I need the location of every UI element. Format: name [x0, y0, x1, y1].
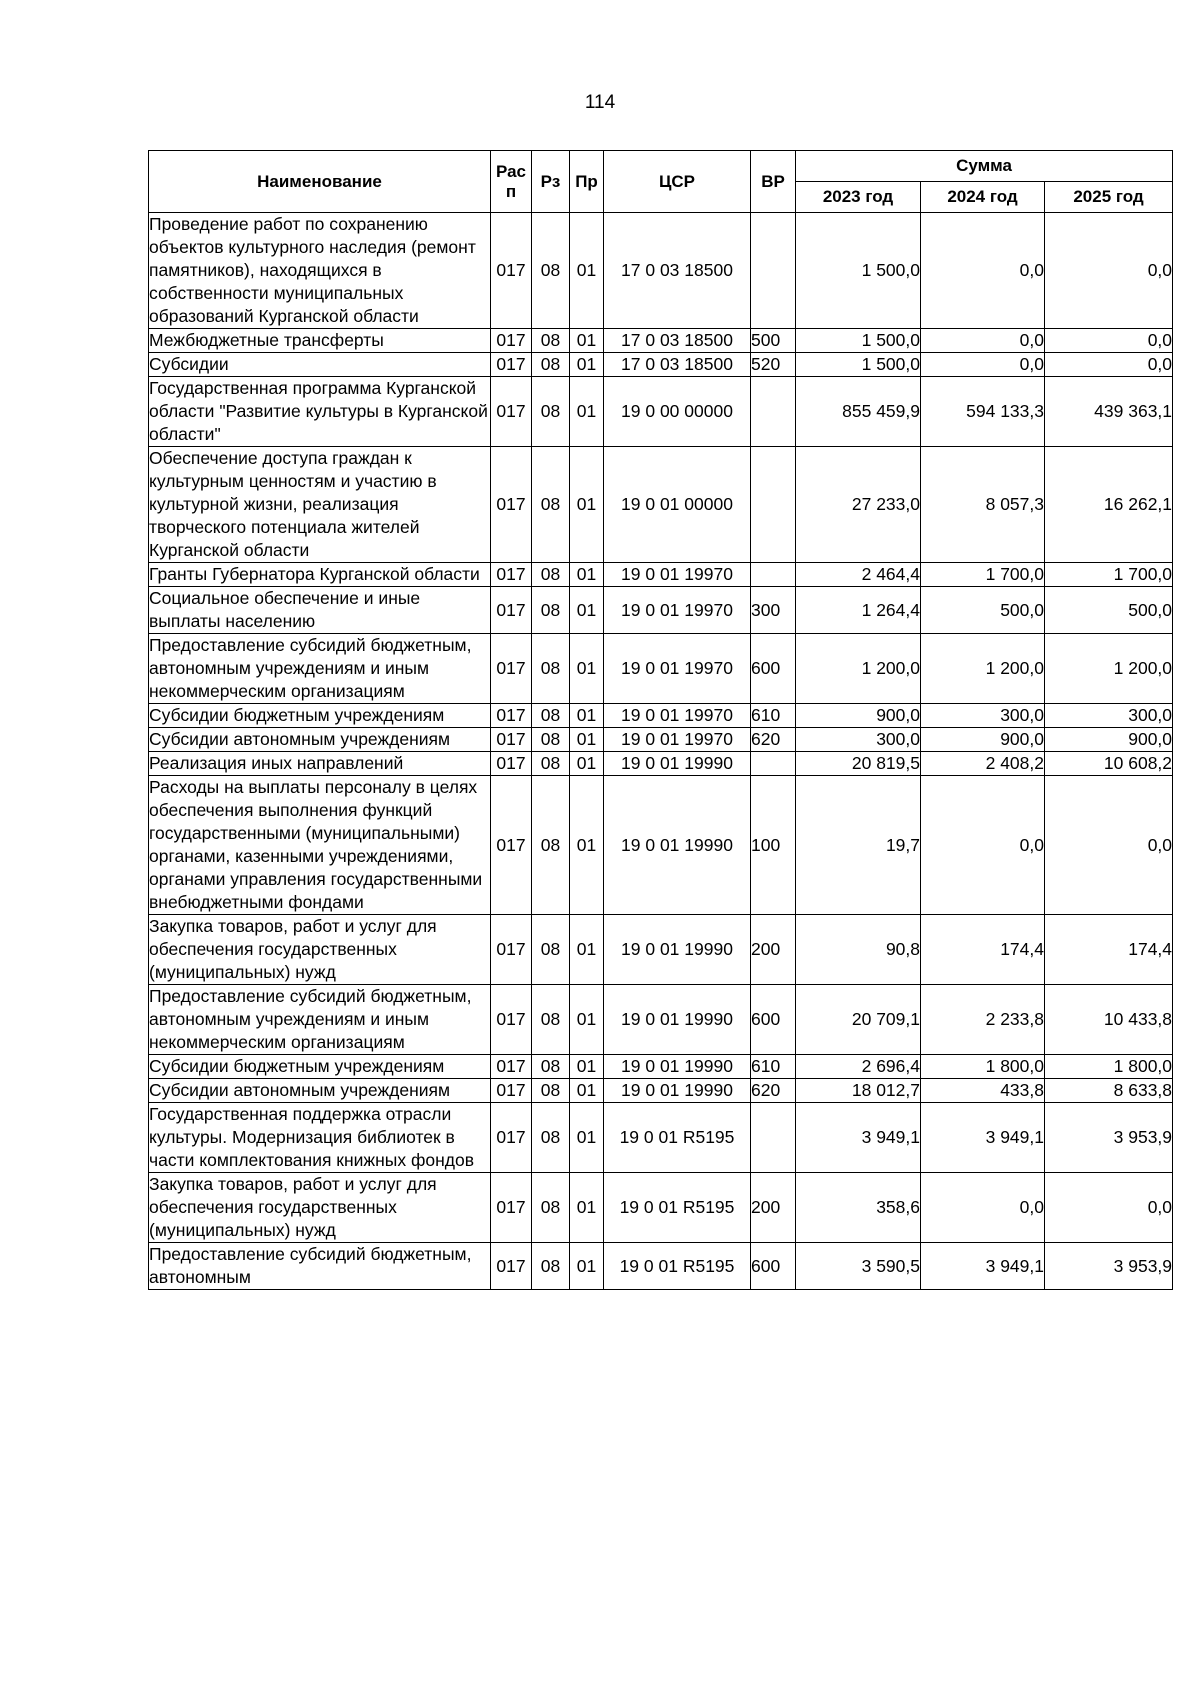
- cell-pr: 01: [570, 1103, 604, 1173]
- cell-pr: 01: [570, 447, 604, 563]
- cell-vr: 600: [751, 634, 796, 704]
- table-row: [149, 728, 1173, 752]
- cell-vr: 600: [751, 985, 796, 1055]
- cell-name: Предоставление субсидий бюджетным, автономным учреждениям и иным некоммерческим организациям: [149, 985, 491, 1055]
- header-year-2024: 2024 год: [921, 182, 1045, 213]
- cell-rasp: 017: [491, 353, 532, 377]
- cell-sum-2025: 0,0: [1045, 1173, 1173, 1243]
- table-row: [149, 213, 1173, 329]
- cell-name: Предоставление субсидий бюджетным, автономным учреждениям и иным некоммерческим организациям: [149, 634, 491, 704]
- cell-vr: [751, 563, 796, 587]
- cell-name: Субсидии бюджетным учреждениям: [149, 1055, 491, 1079]
- cell-sum-2023: 90,8: [796, 915, 921, 985]
- cell-sum-2023: 1 264,4: [796, 587, 921, 634]
- cell-sum-2024: 2 408,2: [921, 752, 1045, 776]
- cell-sum-2025: 900,0: [1045, 728, 1173, 752]
- table-row: [149, 985, 1173, 1055]
- cell-sum-2025: 0,0: [1045, 213, 1173, 329]
- cell-sum-2025: 16 262,1: [1045, 447, 1173, 563]
- cell-pr: 01: [570, 915, 604, 985]
- cell-rasp: 017: [491, 704, 532, 728]
- cell-rasp: 017: [491, 634, 532, 704]
- cell-name: Предоставление субсидий бюджетным, автономным: [149, 1243, 491, 1290]
- table-row: [149, 634, 1173, 704]
- cell-csr: 17 0 03 18500: [604, 353, 751, 377]
- cell-rz: 08: [532, 1055, 570, 1079]
- cell-name: Обеспечение доступа граждан к культурным ценностям и участию в культурной жизни, реализация творческого потенциала жителей Курганской области: [149, 447, 491, 563]
- cell-rz: 08: [532, 752, 570, 776]
- cell-sum-2025: 1 800,0: [1045, 1055, 1173, 1079]
- cell-rz: 08: [532, 985, 570, 1055]
- cell-rasp: 017: [491, 213, 532, 329]
- cell-sum-2024: 1 800,0: [921, 1055, 1045, 1079]
- cell-sum-2023: 2 696,4: [796, 1055, 921, 1079]
- cell-rasp: 017: [491, 752, 532, 776]
- cell-sum-2023: 1 500,0: [796, 353, 921, 377]
- table-row: [149, 353, 1173, 377]
- cell-sum-2025: 10 608,2: [1045, 752, 1173, 776]
- cell-vr: 600: [751, 1243, 796, 1290]
- cell-rz: 08: [532, 704, 570, 728]
- cell-csr: 19 0 01 19990: [604, 1055, 751, 1079]
- header-rz: Рз: [532, 151, 570, 213]
- cell-vr: [751, 213, 796, 329]
- cell-name: Субсидии автономным учреждениям: [149, 1079, 491, 1103]
- cell-vr: 620: [751, 1079, 796, 1103]
- cell-sum-2025: 0,0: [1045, 776, 1173, 915]
- cell-vr: 300: [751, 587, 796, 634]
- cell-name: Субсидии автономным учреждениям: [149, 728, 491, 752]
- header-year-2025: 2025 год: [1045, 182, 1173, 213]
- cell-vr: 200: [751, 915, 796, 985]
- cell-csr: 19 0 01 00000: [604, 447, 751, 563]
- cell-name: Государственная поддержка отрасли культуры. Модернизация библиотек в части комплектования книжных фондов: [149, 1103, 491, 1173]
- cell-sum-2023: 2 464,4: [796, 563, 921, 587]
- cell-csr: 19 0 01 19970: [604, 728, 751, 752]
- cell-csr: 19 0 01 19990: [604, 752, 751, 776]
- cell-pr: 01: [570, 704, 604, 728]
- cell-name: Социальное обеспечение и иные выплаты населению: [149, 587, 491, 634]
- cell-csr: 19 0 01 R5195: [604, 1103, 751, 1173]
- table-row: [149, 1103, 1173, 1173]
- cell-sum-2023: 358,6: [796, 1173, 921, 1243]
- cell-rz: 08: [532, 563, 570, 587]
- cell-vr: 200: [751, 1173, 796, 1243]
- cell-name: Проведение работ по сохранению объектов культурного наследия (ремонт памятников), находящихся в собственности муниципальных образований Курганской области: [149, 213, 491, 329]
- cell-sum-2025: 174,4: [1045, 915, 1173, 985]
- cell-sum-2024: 1 200,0: [921, 634, 1045, 704]
- cell-sum-2024: 433,8: [921, 1079, 1045, 1103]
- cell-rasp: 017: [491, 587, 532, 634]
- cell-sum-2023: 1 200,0: [796, 634, 921, 704]
- cell-pr: 01: [570, 213, 604, 329]
- cell-name: Закупка товаров, работ и услуг для обеспечения государственных (муниципальных) нужд: [149, 915, 491, 985]
- cell-rz: 08: [532, 728, 570, 752]
- table-row: [149, 447, 1173, 563]
- header-vr: ВР: [751, 151, 796, 213]
- cell-vr: 620: [751, 728, 796, 752]
- table-row: [149, 1079, 1173, 1103]
- cell-sum-2023: 1 500,0: [796, 213, 921, 329]
- cell-rasp: 017: [491, 1173, 532, 1243]
- cell-rz: 08: [532, 329, 570, 353]
- cell-rz: 08: [532, 1243, 570, 1290]
- cell-csr: 19 0 01 19990: [604, 915, 751, 985]
- cell-sum-2024: 3 949,1: [921, 1243, 1045, 1290]
- cell-csr: 19 0 01 R5195: [604, 1243, 751, 1290]
- cell-rz: 08: [532, 1103, 570, 1173]
- cell-name: Гранты Губернатора Курганской области: [149, 563, 491, 587]
- cell-pr: 01: [570, 563, 604, 587]
- cell-rz: 08: [532, 1079, 570, 1103]
- cell-csr: 19 0 01 19970: [604, 704, 751, 728]
- cell-sum-2024: 174,4: [921, 915, 1045, 985]
- cell-sum-2025: 0,0: [1045, 353, 1173, 377]
- cell-pr: 01: [570, 634, 604, 704]
- cell-csr: 19 0 00 00000: [604, 377, 751, 447]
- cell-sum-2025: 0,0: [1045, 329, 1173, 353]
- cell-name: Субсидии: [149, 353, 491, 377]
- cell-pr: 01: [570, 1243, 604, 1290]
- cell-sum-2023: 19,7: [796, 776, 921, 915]
- cell-vr: 610: [751, 704, 796, 728]
- cell-sum-2024: 0,0: [921, 353, 1045, 377]
- cell-sum-2024: 594 133,3: [921, 377, 1045, 447]
- cell-rasp: 017: [491, 447, 532, 563]
- table-row: [149, 1173, 1173, 1243]
- cell-name: Расходы на выплаты персоналу в целях обеспечения выполнения функций государственными (муниципальными) органами, казенными учреждениями, органами управления государственными внебюджетными фондами: [149, 776, 491, 915]
- cell-sum-2024: 0,0: [921, 329, 1045, 353]
- cell-name: Межбюджетные трансферты: [149, 329, 491, 353]
- cell-csr: 19 0 01 19990: [604, 1079, 751, 1103]
- table-row: [149, 377, 1173, 447]
- cell-rz: 08: [532, 447, 570, 563]
- cell-rz: 08: [532, 1173, 570, 1243]
- table-row: [149, 1243, 1173, 1290]
- cell-pr: 01: [570, 1173, 604, 1243]
- cell-sum-2025: 1 200,0: [1045, 634, 1173, 704]
- cell-sum-2024: 0,0: [921, 776, 1045, 915]
- cell-sum-2023: 3 590,5: [796, 1243, 921, 1290]
- cell-sum-2024: 1 700,0: [921, 563, 1045, 587]
- cell-sum-2025: 8 633,8: [1045, 1079, 1173, 1103]
- cell-csr: 19 0 01 19970: [604, 634, 751, 704]
- cell-pr: 01: [570, 985, 604, 1055]
- cell-pr: 01: [570, 587, 604, 634]
- cell-sum-2024: 0,0: [921, 1173, 1045, 1243]
- table-row: [149, 776, 1173, 915]
- cell-name: Субсидии бюджетным учреждениям: [149, 704, 491, 728]
- cell-sum-2023: 3 949,1: [796, 1103, 921, 1173]
- cell-rasp: 017: [491, 1055, 532, 1079]
- cell-rasp: 017: [491, 563, 532, 587]
- cell-sum-2023: 1 500,0: [796, 329, 921, 353]
- cell-sum-2023: 20 709,1: [796, 985, 921, 1055]
- cell-sum-2024: 2 233,8: [921, 985, 1045, 1055]
- cell-sum-2023: 27 233,0: [796, 447, 921, 563]
- cell-rasp: 017: [491, 1079, 532, 1103]
- cell-vr: 610: [751, 1055, 796, 1079]
- budget-table: [148, 150, 1173, 1290]
- cell-rz: 08: [532, 377, 570, 447]
- page-number: 114: [584, 92, 616, 113]
- table-row: [149, 752, 1173, 776]
- cell-sum-2024: 500,0: [921, 587, 1045, 634]
- cell-rz: 08: [532, 587, 570, 634]
- table-row: [149, 587, 1173, 634]
- header-name: Наименование: [149, 151, 491, 213]
- cell-csr: 19 0 01 19990: [604, 776, 751, 915]
- cell-sum-2025: 439 363,1: [1045, 377, 1173, 447]
- cell-sum-2024: 900,0: [921, 728, 1045, 752]
- cell-rz: 08: [532, 776, 570, 915]
- cell-sum-2025: 500,0: [1045, 587, 1173, 634]
- header-rasp: Рас п: [491, 151, 532, 213]
- header-sum: Сумма: [796, 151, 1173, 182]
- cell-pr: 01: [570, 776, 604, 915]
- cell-csr: 19 0 01 R5195: [604, 1173, 751, 1243]
- cell-sum-2023: 20 819,5: [796, 752, 921, 776]
- cell-csr: 19 0 01 19970: [604, 587, 751, 634]
- cell-pr: 01: [570, 752, 604, 776]
- header-csr: ЦСР: [604, 151, 751, 213]
- cell-sum-2023: 900,0: [796, 704, 921, 728]
- cell-sum-2025: 3 953,9: [1045, 1103, 1173, 1173]
- cell-rasp: 017: [491, 728, 532, 752]
- cell-vr: 500: [751, 329, 796, 353]
- cell-name: Реализация иных направлений: [149, 752, 491, 776]
- cell-rasp: 017: [491, 1103, 532, 1173]
- cell-pr: 01: [570, 377, 604, 447]
- cell-rz: 08: [532, 634, 570, 704]
- cell-vr: [751, 752, 796, 776]
- cell-sum-2023: 18 012,7: [796, 1079, 921, 1103]
- cell-sum-2024: 3 949,1: [921, 1103, 1045, 1173]
- cell-rasp: 017: [491, 377, 532, 447]
- cell-rasp: 017: [491, 1243, 532, 1290]
- cell-sum-2024: 0,0: [921, 213, 1045, 329]
- cell-rasp: 017: [491, 985, 532, 1055]
- table-row: [149, 1055, 1173, 1079]
- cell-sum-2025: 300,0: [1045, 704, 1173, 728]
- cell-name: Закупка товаров, работ и услуг для обеспечения государственных (муниципальных) нужд: [149, 1173, 491, 1243]
- cell-sum-2025: 10 433,8: [1045, 985, 1173, 1055]
- cell-name: Государственная программа Курганской области "Развитие культуры в Курганской области": [149, 377, 491, 447]
- cell-sum-2023: 855 459,9: [796, 377, 921, 447]
- cell-csr: 17 0 03 18500: [604, 213, 751, 329]
- cell-rasp: 017: [491, 915, 532, 985]
- cell-rasp: 017: [491, 329, 532, 353]
- cell-sum-2025: 3 953,9: [1045, 1243, 1173, 1290]
- cell-vr: 100: [751, 776, 796, 915]
- cell-rasp: 017: [491, 776, 532, 915]
- cell-sum-2024: 8 057,3: [921, 447, 1045, 563]
- cell-sum-2025: 1 700,0: [1045, 563, 1173, 587]
- header-pr: Пр: [570, 151, 604, 213]
- cell-rz: 08: [532, 353, 570, 377]
- cell-rz: 08: [532, 915, 570, 985]
- cell-csr: 19 0 01 19970: [604, 563, 751, 587]
- cell-vr: [751, 447, 796, 563]
- cell-vr: 520: [751, 353, 796, 377]
- cell-sum-2024: 300,0: [921, 704, 1045, 728]
- cell-csr: 17 0 03 18500: [604, 329, 751, 353]
- cell-pr: 01: [570, 728, 604, 752]
- header-year-2023: 2023 год: [796, 182, 921, 213]
- cell-rz: 08: [532, 213, 570, 329]
- table-row: [149, 563, 1173, 587]
- cell-pr: 01: [570, 1055, 604, 1079]
- cell-vr: [751, 377, 796, 447]
- cell-csr: 19 0 01 19990: [604, 985, 751, 1055]
- cell-pr: 01: [570, 353, 604, 377]
- cell-sum-2023: 300,0: [796, 728, 921, 752]
- cell-pr: 01: [570, 329, 604, 353]
- table-row: [149, 915, 1173, 985]
- cell-vr: [751, 1103, 796, 1173]
- table-row: [149, 329, 1173, 353]
- table-row: [149, 704, 1173, 728]
- cell-pr: 01: [570, 1079, 604, 1103]
